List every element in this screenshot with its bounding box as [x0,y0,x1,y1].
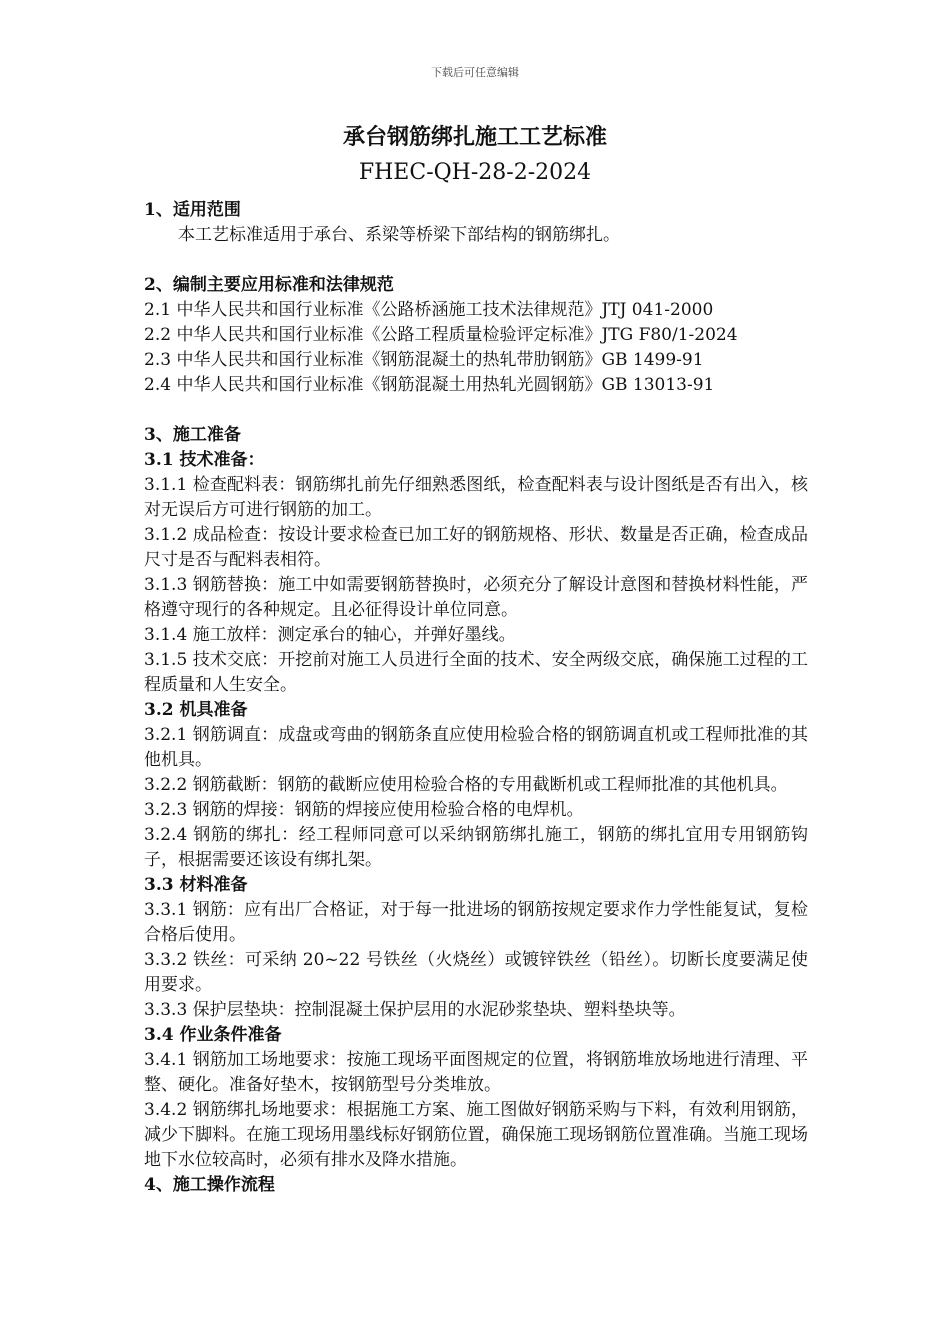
subsection-heading-3-4: 3.4 作业条件准备 [144,1025,282,1045]
paragraph-3-1-5: 3.1.5 技术交底：开挖前对施工人员进行全面的技术、安全两级交底，确保施工过程的工程质量和人生安全。 [144,650,808,695]
paragraph-3-2-2: 3.2.2 钢筋截断：钢筋的截断应使用检验合格的专用截断机或工程师批准的其他机具。 [144,775,788,795]
paragraph-3-4-1: 3.4.1 钢筋加工场地要求：按施工现场平面图规定的位置，将钢筋堆放场地进行清理、平整、硬化。准备好垫木，按钢筋型号分类堆放。 [144,1050,808,1095]
paragraph-3-2-1: 3.2.1 钢筋调直：成盘或弯曲的钢筋条直应使用检验合格的钢筋调直机或工程师批准的其他机具。 [144,725,808,770]
spacer [144,398,808,423]
section-heading-4: 4、施工操作流程 [144,1175,275,1195]
spacer [144,248,808,273]
paragraph-3-2-3: 3.2.3 钢筋的焊接：钢筋的焊接应使用检验合格的电焊机。 [144,800,584,820]
standard-item: 2.4 中华人民共和国行业标准《钢筋混凝土用热轧光圆钢筋》GB 13013-91 [144,375,715,395]
paragraph-3-3-1: 3.3.1 钢筋：应有出厂合格证，对于每一批进场的钢筋按规定要求作力学性能复试，复检合格后使用。 [144,900,808,945]
paragraph-3-1-4: 3.1.4 施工放样：测定承台的轴心，并弹好墨线。 [144,625,516,645]
paragraph-3-1-1: 3.1.1 检查配料表：钢筋绑扎前先仔细熟悉图纸，检查配料表与设计图纸是否有出入，核对无误后方可进行钢筋的加工。 [144,475,808,520]
standard-item: 2.2 中华人民共和国行业标准《公路工程质量检验评定标准》JTG F80/1-2024 [144,325,738,345]
paragraph-3-3-3: 3.3.3 保护层垫块：控制混凝土保护层用的水泥砂浆垫块、塑料垫块等。 [144,1000,686,1020]
document-body [144,198,808,1198]
subsection-heading-3-2: 3.2 机具准备 [144,700,248,720]
standard-item: 2.3 中华人民共和国行业标准《钢筋混凝土的热轧带肋钢筋》GB 1499-91 [144,350,704,370]
paragraph-3-1-2: 3.1.2 成品检查：按设计要求检查已加工好的钢筋规格、形状、数量是否正确，检查成品尺寸是否与配料表相符。 [144,525,808,570]
standard-item: 2.1 中华人民共和国行业标准《公路桥涵施工技术法律规范》JTJ 041-2000 [144,300,714,320]
paragraph-3-3-2: 3.3.2 铁丝：可采纳 20~22 号铁丝（火烧丝）或镀锌铁丝（铅丝）。切断长度要满足使用要求。 [144,950,808,995]
section-heading-3: 3、施工准备 [144,425,241,445]
document-code: FHEC-QH-28-2-2024 [358,160,592,185]
section-heading-2: 2、编制主要应用标准和法律规范 [144,275,394,295]
section-1-text: 本工艺标准适用于承台、系梁等桥梁下部结构的钢筋绑扎。 [178,225,620,245]
header-note: 下载后可任意编辑 [431,66,519,79]
paragraph-3-2-4: 3.2.4 钢筋的绑扎：经工程师同意可以采纳钢筋绑扎施工，钢筋的绑扎宜用专用钢筋钩子，根据需要还该设有绑扎架。 [144,825,808,870]
document-title: 承台钢筋绑扎施工工艺标准 [342,124,607,150]
subsection-heading-3-1: 3.1 技术准备： [144,450,265,470]
section-heading-1: 1、适用范围 [144,200,241,220]
subsection-heading-3-3: 3.3 材料准备 [144,875,248,895]
paragraph-3-4-2: 3.4.2 钢筋绑扎场地要求：根据施工方案、施工图做好钢筋采购与下料，有效利用钢筋，减少下脚料。在施工现场用墨线标好钢筋位置，确保施工现场钢筋位置准确。当施工现场地下水位较高时，必须有排水及降水措施。 [144,1100,808,1170]
paragraph-3-1-3: 3.1.3 钢筋替换：施工中如需要钢筋替换时，必须充分了解设计意图和替换材料性能，严格遵守现行的各种规定。且必征得设计单位同意。 [144,575,808,620]
